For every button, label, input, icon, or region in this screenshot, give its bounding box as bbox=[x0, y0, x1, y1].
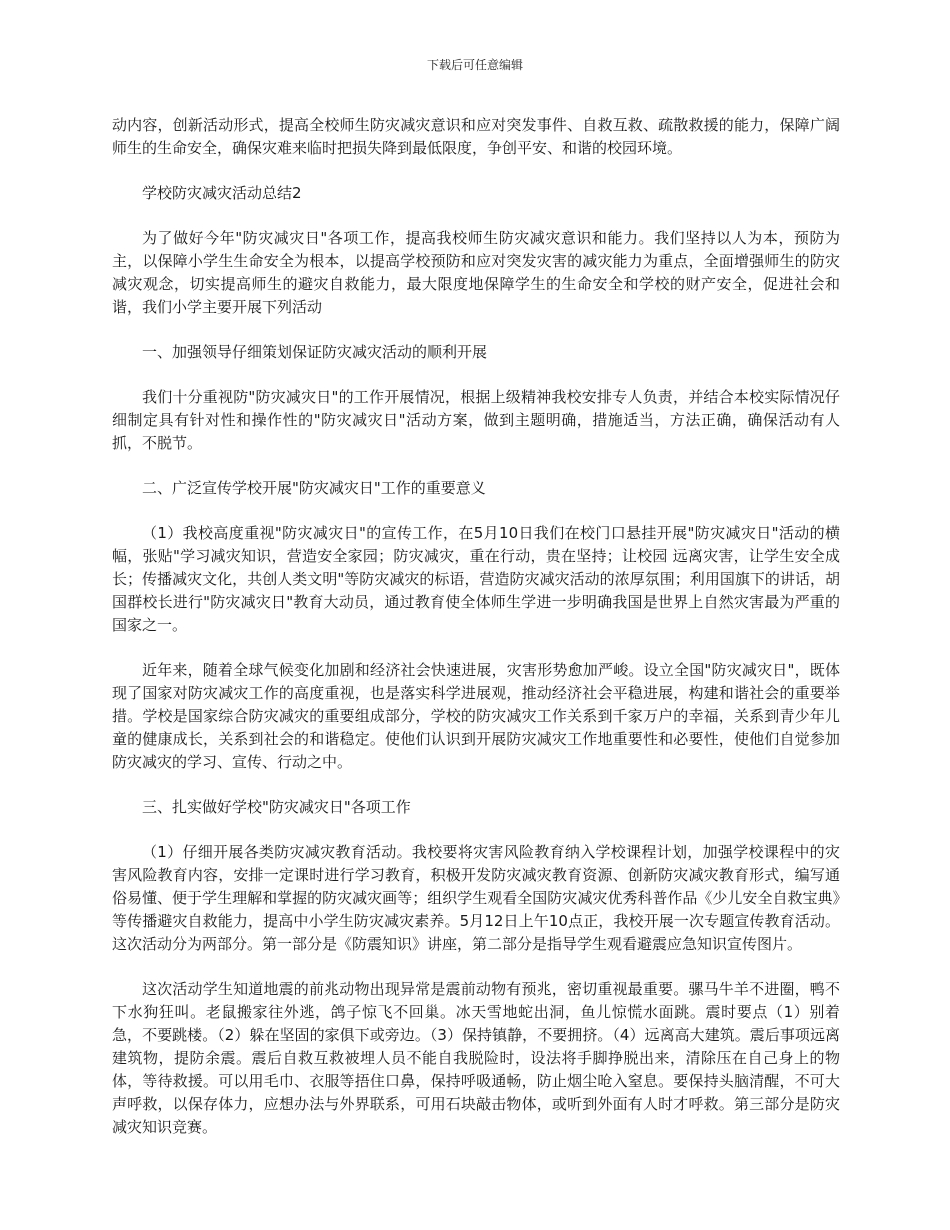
paragraph-earthquake: 这次活动学生知道地震的前兆动物出现异常是震前动物有预兆，密切重视最重要。骡马牛羊不进圈，鸭不下水狗狂叫。老鼠搬家往外逃，鸽子惊飞不回巢。冰天雪地蛇出洞，鱼儿惊慌水面跳。震时要点（1）别着急，不要跳楼。（2）躲在坚固的家俱下或旁边。（3）保持镇静，不要拥挤。（4）远离高大建筑。震后事项远离建筑物，提防余震。震后自救互救被埋人员不能自我脱险时，设法将手脚挣脱出来，清除压在自己身上的物体，等待救援。可以用毛巾、衣服等捂住口鼻，保持呼吸通畅，防止烟尘呛入窒息。要保持头脑清醒，不可大声呼救，以保存体力，应想办法与外界联系，可用石块敲击物体，或听到外面有人时才呼救。第三部分是防灾减灾知识竞赛。 bbox=[112, 980, 840, 1136]
paragraph-intro: 为了做好今年"防灾减灾日"各项工作，提高我校师生防灾减灾意识和能力。我们坚持以人为本，预防为主，以保障小学生生命安全为根本，以提高学校预防和应对突发灾害的减灾能力为重点，全面增强师生的防灾减灾观念，切实提高师生的避灾自救能力，最大限度地保障学生的生命安全和学校的财产安全，促进社会和谐，我们小学主要开展下列活动 bbox=[112, 229, 840, 316]
paragraph-education: （1）仔细开展各类防灾减灾教育活动。我校要将灾害风险教育纳入学校课程计划，加强学校课程中的灾害风险教育内容，安排一定课时进行学习教育，积极开发防灾减灾教育资源、创新防灾减灾教育形式，编写通俗易懂、便于学生理解和掌握的防灾减灾画等；组织学生观看全国防灾减灾优秀科普作品《少儿安全自救宝典》等传播避灾自救能力，提高中小学生防灾减灾素养。5月12日上午10点正，我校开展一次专题宣传教育活动。这次活动分为两部分。第一部分是《防震知识》讲座，第二部分是指导学生观看避震应急知识宣传图片。 bbox=[112, 843, 840, 953]
paragraph-publicity: （1）我校高度重视"防灾减灾日"的宣传工作，在5月10日我们在校门口悬挂开展"防灾减灾日"活动的横幅，张贴"学习减灾知识，营造安全家园；防灾减灾，重在行动，贵在坚持；让校园 远离灾害，让学生安全成长；传播减灾文化，共创人类文明"等防灾减灾的标语，营造防灾减灾活动的浓厚氛围；利用国旗下的讲话，胡国群校长进行"防灾减灾日"教育大动员，通过教育使全体师生学进一步明确我国是世界上自然灾害最为严重的国家之一。 bbox=[112, 524, 840, 634]
section-heading-3: 三、扎实做好学校"防灾减灾日"各项工作 bbox=[142, 798, 411, 816]
section-heading-2: 二、广泛宣传学校开展"防灾减灾日"工作的重要意义 bbox=[142, 479, 486, 497]
document-body bbox=[112, 114, 840, 1161]
section-heading-1: 一、加强领导仔细策划保证防灾减灾活动的顺利开展 bbox=[142, 343, 488, 361]
paragraph-leadership: 我们十分重视防"防灾减灾日"的工作开展情况，根据上级精神我校安排专人负责，并结合本校实际情况仔细制定具有针对性和操作性的"防灾减灾日"活动方案，做到主题明确，措施适当，方法正确，确保活动有人抓，不脱节。 bbox=[112, 388, 840, 452]
section-title: 学校防灾减灾活动总结2 bbox=[142, 184, 302, 202]
paragraph-continuation: 动内容，创新活动形式，提高全校师生防灾减灾意识和应对突发事件、自救互救、疏散救援的能力，保障广阔师生的生命安全，确保灾难来临时把损失降到最低限度，争创平安、和谐的校园环境。 bbox=[112, 116, 840, 157]
paragraph-significance: 近年来，随着全球气候变化加剧和经济社会快速进展，灾害形势愈加严峻。设立全国"防灾减灾日"，既体现了国家对防灾减灾工作的高度重视，也是落实科学进展观，推动经济社会平稳进展，构建和谐社会的重要举措。学校是国家综合防灾减灾的重要组成部分，学校的防灾减灾工作关系到千家万户的幸福，关系到青少年儿童的健康成长，关系到社会的和谐稳定。使他们认识到开展防灾减灾工作地重要性和必要性，使他们自觉参加防灾减灾的学习、宣传、行动之中。 bbox=[112, 661, 840, 771]
page-header-note: 下载后可任意编辑 bbox=[426, 58, 523, 72]
